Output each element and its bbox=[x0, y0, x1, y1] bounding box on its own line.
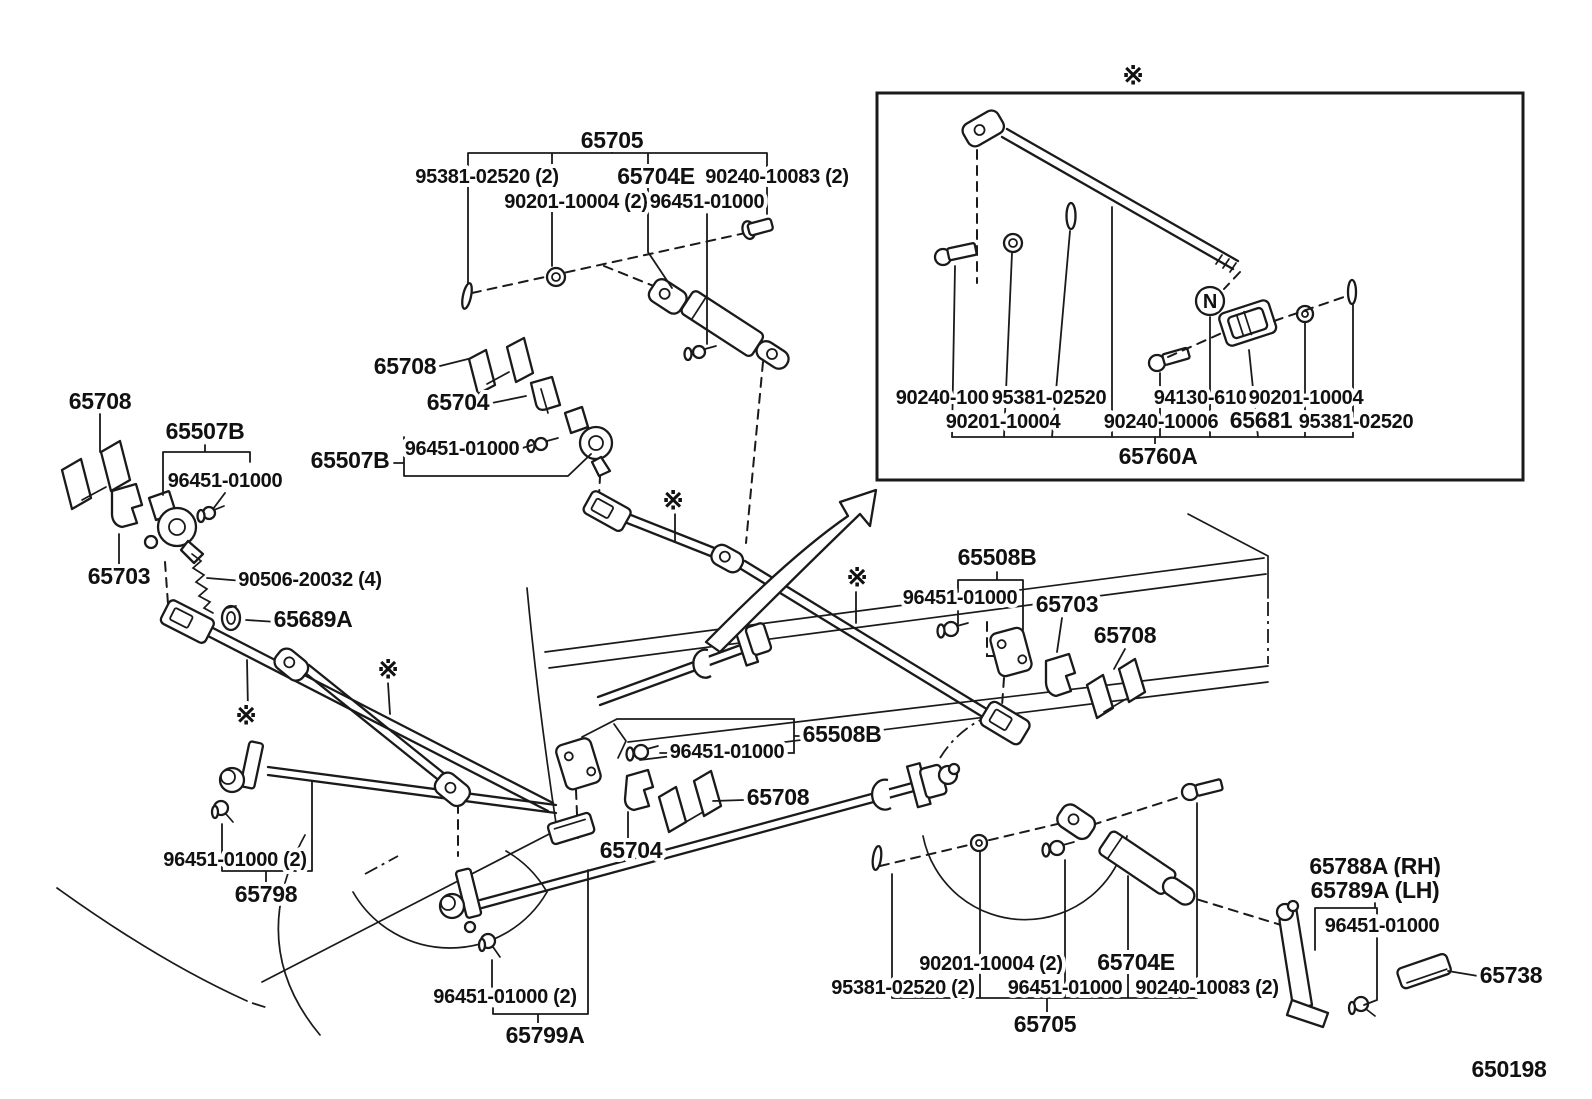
rod-clevis bbox=[582, 489, 633, 532]
part-95381-02520-top-label: 95381-02520 (2) bbox=[415, 166, 559, 188]
part-65738-label: 65738 bbox=[1479, 962, 1543, 988]
ref-mark-rod-b-label: ※ bbox=[377, 654, 399, 684]
part-96451-01000-br-label: 96451-01000 bbox=[1007, 977, 1123, 999]
bolt-right bbox=[944, 622, 958, 636]
part-65507b-mid-label: 65507B bbox=[310, 447, 390, 473]
part-96451-01000-right-label: 96451-01000 bbox=[902, 587, 1018, 609]
part-96451-01000-fr-label: 96451-01000 bbox=[1324, 915, 1440, 937]
clip-65704-center bbox=[625, 770, 653, 810]
hinge-pad-mid bbox=[469, 350, 495, 394]
pin-inset-2 bbox=[1348, 280, 1356, 304]
part-96451-01000-left-label: 96451-01000 bbox=[167, 470, 283, 492]
part-65704-center-label: 65704 bbox=[599, 837, 663, 863]
part-95381-02520-br-label: 95381-02520 (2) bbox=[831, 977, 975, 999]
ref-mark-rod-lower-label: ※ bbox=[846, 562, 868, 592]
part-65689a-label: 65689A bbox=[273, 606, 353, 632]
bolt-center bbox=[634, 745, 648, 759]
part-90201-10004-top-label: 90201-10004 (2) bbox=[504, 191, 648, 213]
part-65704-mid-label: 65704 bbox=[426, 389, 490, 415]
part-65703-left-label: 65703 bbox=[87, 563, 151, 589]
stay-clevis-br bbox=[1054, 801, 1099, 842]
ref-mark-rod-upper-label: ※ bbox=[662, 485, 684, 515]
box-95381-02520-2-label: 95381-02520 bbox=[1298, 411, 1414, 433]
rod-clevis bbox=[271, 645, 312, 684]
part-65708-left-label: 65708 bbox=[68, 388, 132, 414]
rod-clevis-inset bbox=[960, 108, 1007, 150]
part-65704e-top-label: 65704E bbox=[617, 163, 695, 189]
latch-65681 bbox=[1218, 299, 1278, 347]
ref-mark-rod-a-label: ※ bbox=[235, 700, 257, 730]
box-90240-10083-label: 90240-10083 bbox=[895, 387, 1011, 409]
box-95381-02520-1-label: 95381-02520 bbox=[991, 387, 1107, 409]
note-symbol-n-label: N bbox=[1202, 291, 1218, 313]
clip-65703-right bbox=[1046, 654, 1075, 696]
pin-inset-1 bbox=[1067, 203, 1076, 229]
lock-65507b-center-flag bbox=[565, 407, 588, 433]
part-65708-right-label: 65708 bbox=[1093, 622, 1157, 648]
bolt-nut-br bbox=[1050, 841, 1064, 855]
part-96451-01000-top-label: 96451-01000 bbox=[649, 191, 765, 213]
figure-number-label: 650198 bbox=[1471, 1056, 1547, 1082]
labels-layer bbox=[69, 60, 1547, 1082]
rod-bushing bbox=[872, 780, 891, 810]
stay-piston-br bbox=[1160, 874, 1198, 908]
clip-65703-left bbox=[112, 484, 142, 527]
part-90506-20032-label: 90506-20032 (4) bbox=[238, 569, 382, 591]
part-65708-mid-label: 65708 bbox=[373, 353, 437, 379]
box-90201-10004-1-label: 90201-10004 bbox=[1248, 387, 1364, 409]
box-65681-label: 65681 bbox=[1229, 407, 1293, 433]
bolt-top bbox=[741, 215, 775, 240]
hinge-pad-right bbox=[1087, 675, 1113, 718]
part-65508b-center-label: 65508B bbox=[802, 721, 882, 747]
box-90201-10004-2-label: 90201-10004 bbox=[945, 411, 1061, 433]
lock-65508b-right bbox=[989, 626, 1033, 677]
assy-65705-top-label: 65705 bbox=[580, 127, 644, 153]
part-96451-01000-bc-label: 96451-01000 (2) bbox=[433, 986, 577, 1008]
lock-65508b-center bbox=[554, 737, 602, 792]
part-90201-10004-br-label: 90201-10004 (2) bbox=[919, 953, 1063, 975]
rod-bushing bbox=[693, 650, 711, 678]
box-94130-61000-label: 94130-61000 bbox=[1153, 387, 1269, 409]
rod-clevis bbox=[978, 700, 1031, 747]
part-65788a-label: 65788A (RH) bbox=[1309, 853, 1441, 879]
assy-65760a-label: 65760A bbox=[1118, 443, 1198, 469]
rod-clevis bbox=[431, 769, 473, 810]
box-90240-10006-label: 90240-10006 bbox=[1103, 411, 1219, 433]
part-96451-01000-center-label: 96451-01000 bbox=[669, 741, 785, 763]
bolt-mid bbox=[535, 438, 547, 450]
part-96451-01000-mid-label: 96451-01000 bbox=[404, 438, 520, 460]
part-90240-10083-top-label: 90240-10083 (2) bbox=[705, 166, 849, 188]
part-65789a-label: 65789A (LH) bbox=[1310, 877, 1440, 903]
stay-cylinder-top bbox=[680, 289, 765, 357]
part-96451-01000-bl-label: 96451-01000 (2) bbox=[163, 849, 307, 871]
assy-65705-br-label: 65705 bbox=[1013, 1011, 1077, 1037]
part-65507b-left-label: 65507B bbox=[165, 418, 245, 444]
part-65708-center-label: 65708 bbox=[746, 784, 810, 810]
part-65508b-right-label: 65508B bbox=[957, 544, 1037, 570]
part-65703-right-label: 65703 bbox=[1035, 591, 1099, 617]
assy-65799a-label: 65799A bbox=[505, 1022, 585, 1048]
hinge-pad-left bbox=[62, 459, 91, 509]
part-65704e-br-label: 65704E bbox=[1097, 949, 1175, 975]
nut-top bbox=[693, 346, 705, 358]
plate-65738 bbox=[1396, 953, 1452, 990]
ref-mark-box-label: ※ bbox=[1122, 60, 1144, 90]
pin-top bbox=[460, 282, 473, 309]
bracket-65788a bbox=[1280, 907, 1312, 1008]
part-90240-10083-br-label: 90240-10083 (2) bbox=[1135, 977, 1279, 999]
assy-65798-label: 65798 bbox=[234, 881, 298, 907]
